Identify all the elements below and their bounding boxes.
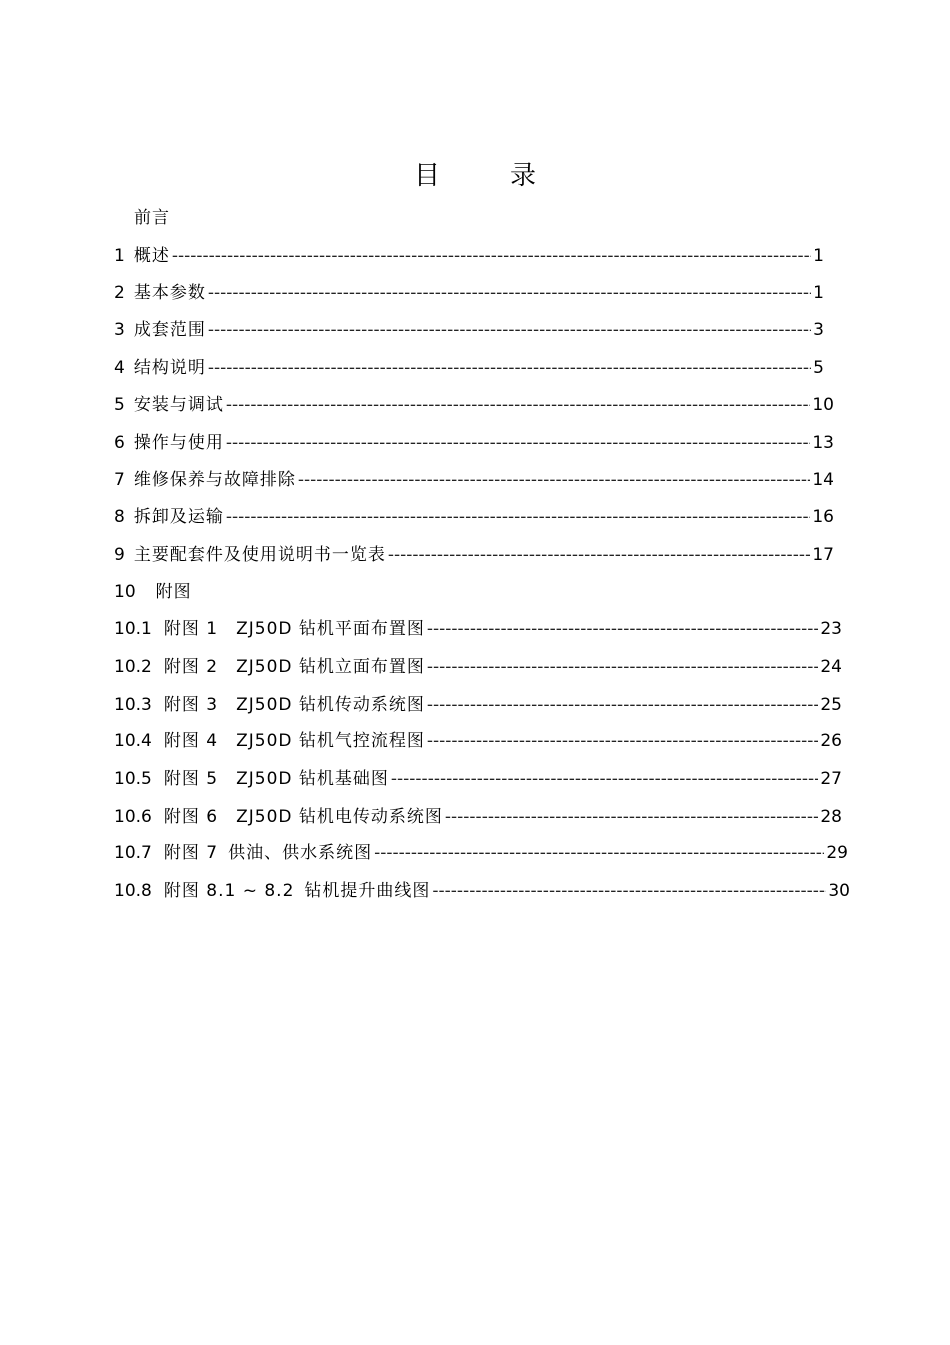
toc-entry[interactable] (114, 805, 842, 829)
toc-number: 6 (114, 433, 125, 453)
toc-entry[interactable] (114, 841, 848, 865)
toc-leader (445, 805, 818, 829)
toc-number: 10 (114, 582, 136, 602)
toc-leader (208, 318, 811, 342)
toc-sub-label: 附图 8.1 ~ 8.2 (163, 881, 295, 901)
toc-entry[interactable] (114, 767, 842, 791)
toc-entry[interactable] (114, 543, 834, 567)
toc-label: ZJ50D 钻机传动系统图 (236, 695, 425, 715)
toc-number: 10.7 (114, 843, 152, 863)
toc-leader (374, 841, 824, 865)
toc-page-number: 5 (813, 358, 824, 378)
toc-label: 操作与使用 (133, 433, 224, 453)
toc-number: 8 (114, 507, 125, 527)
toc-entry-preface[interactable] (134, 206, 170, 230)
toc-page-number: 1 (813, 246, 824, 266)
toc-number: 2 (114, 283, 125, 303)
toc-entry[interactable] (114, 393, 834, 417)
toc-entry[interactable] (114, 693, 842, 717)
toc-entry[interactable] (114, 617, 842, 641)
toc-leader (226, 393, 811, 417)
toc-number: 10.1 (114, 619, 152, 639)
page-title (0, 160, 950, 192)
toc-number: 10.8 (114, 881, 152, 901)
toc-entry[interactable] (114, 505, 834, 529)
toc-entry[interactable] (114, 655, 842, 679)
toc-leader (208, 356, 811, 380)
toc-leader (427, 655, 818, 679)
toc-page-number: 10 (812, 395, 834, 415)
toc-leader (427, 617, 818, 641)
toc-label: 主要配套件及使用说明书一览表 (133, 545, 386, 565)
toc-number: 10.4 (114, 731, 152, 751)
toc-sub-label: 附图 7 (163, 843, 219, 863)
toc-label: ZJ50D 钻机基础图 (236, 769, 389, 789)
toc-entry-appendix[interactable] (114, 580, 192, 604)
toc-leader (226, 431, 811, 455)
toc-label: 钻机提升曲线图 (304, 881, 431, 901)
toc-sub-label: 附图 5 (163, 769, 219, 789)
toc-page-number: 25 (820, 695, 842, 715)
toc-number: 5 (114, 395, 125, 415)
toc-number: 3 (114, 320, 125, 340)
toc-page-number: 17 (812, 545, 834, 565)
toc-page-number: 29 (826, 843, 848, 863)
toc-label: 基本参数 (133, 283, 206, 303)
toc-entry[interactable] (114, 356, 824, 380)
toc-label: 成套范围 (133, 320, 206, 340)
toc-leader (172, 244, 811, 268)
toc-page-number: 13 (812, 433, 834, 453)
toc-label: ZJ50D 钻机平面布置图 (236, 619, 425, 639)
toc-sub-label: 附图 4 (163, 731, 219, 751)
toc-sub-label: 附图 1 (163, 619, 219, 639)
toc-page-number: 26 (820, 731, 842, 751)
toc-page-number: 1 (813, 283, 824, 303)
toc-page-number: 24 (820, 657, 842, 677)
toc-label: ZJ50D 钻机电传动系统图 (236, 807, 443, 827)
toc-sub-label: 附图 6 (163, 807, 219, 827)
toc-label: 前言 (134, 208, 170, 228)
toc-label: ZJ50D 钻机立面布置图 (236, 657, 425, 677)
toc-entry[interactable] (114, 318, 824, 342)
toc-sub-label: 附图 3 (163, 695, 219, 715)
toc-label: 维修保养与故障排除 (133, 470, 296, 490)
toc-label: ZJ50D 钻机气控流程图 (236, 731, 425, 751)
toc-leader (226, 505, 811, 529)
toc-number: 7 (114, 470, 125, 490)
toc-entry[interactable] (114, 244, 824, 268)
title-char-1: 目 (413, 161, 440, 191)
toc-entry[interactable] (114, 729, 842, 753)
toc-page-number: 23 (820, 619, 842, 639)
toc-number: 10.2 (114, 657, 152, 677)
toc-label: 附图 (155, 582, 192, 602)
title-char-2: 录 (510, 161, 537, 191)
toc-number: 10.6 (114, 807, 152, 827)
toc-label: 概述 (133, 246, 170, 266)
toc-page-number: 27 (820, 769, 842, 789)
toc-entry[interactable] (114, 879, 850, 903)
toc-label: 供油、供水系统图 (228, 843, 373, 863)
toc-page-number: 30 (828, 881, 850, 901)
toc-label: 拆卸及运输 (133, 507, 224, 527)
toc-number: 4 (114, 358, 125, 378)
toc-label: 安装与调试 (133, 395, 224, 415)
toc-label: 结构说明 (133, 358, 206, 378)
toc-leader (432, 879, 826, 903)
toc-number: 10.3 (114, 695, 152, 715)
toc-leader (298, 468, 811, 492)
toc-leader (427, 693, 818, 717)
toc-number: 9 (114, 545, 125, 565)
toc-entry[interactable] (114, 281, 824, 305)
toc-entry[interactable] (114, 468, 834, 492)
toc-entry[interactable] (114, 431, 834, 455)
toc-leader (427, 729, 818, 753)
toc-page-number: 28 (820, 807, 842, 827)
toc-page-number: 3 (813, 320, 824, 340)
toc-leader (391, 767, 818, 791)
toc-leader (208, 281, 811, 305)
toc-number: 1 (114, 246, 125, 266)
toc-number: 10.5 (114, 769, 152, 789)
toc-page-number: 14 (812, 470, 834, 490)
toc-page-number: 16 (812, 507, 834, 527)
toc-sub-label: 附图 2 (163, 657, 219, 677)
toc-leader (388, 543, 811, 567)
